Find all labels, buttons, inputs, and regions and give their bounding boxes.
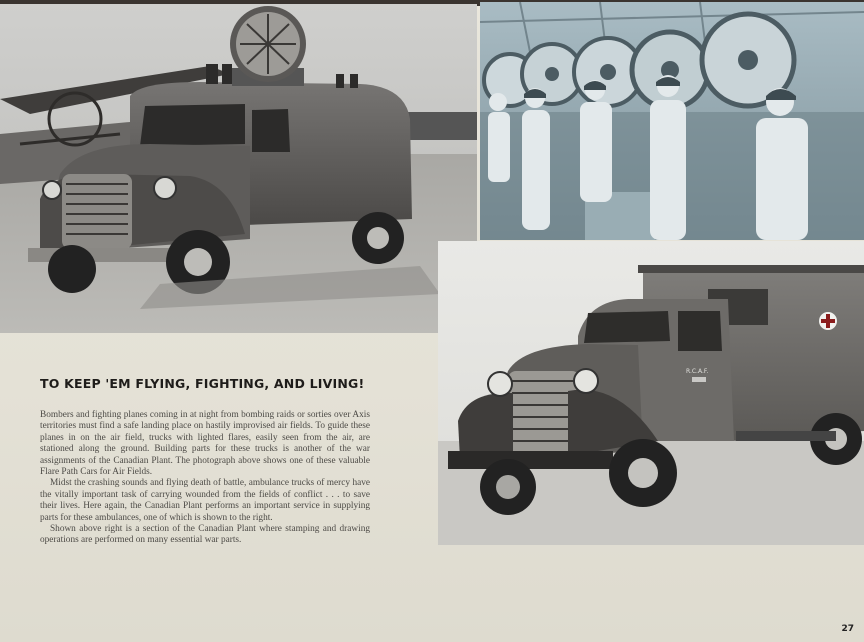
- paragraph-flare-path: Bombers and fighting planes coming in at night from bombing raids or sorties over Axis territories must find a safe landing place on hastily improvised air fields. To guide these planes in on the air field, trucks with lighted flares, easily seen from the air, are stationed along the ground. Building parts for these trucks is another of the war assignments of the Canadian Plant. The photograph above shows one of these valuable Flare Path Cars for Air Fields.: [40, 410, 370, 478]
- door-lettering: R.C.A.F.: [686, 368, 709, 375]
- flare-path-car-photo: [0, 4, 477, 333]
- article-body: [40, 410, 370, 547]
- paragraph-ambulance: Midst the crashing sounds and flying death of battle, ambulance trucks of mercy have the vitally important task of carrying wounded from the fields of conflict . . . to save their lives. Here again, the Canadian Plant performs an important service in supplying parts for these ambulances, one of which is shown to the right.: [40, 478, 370, 523]
- paragraph-stamping: Shown above right is a section of the Canadian Plant where stamping and drawing operations are performed on many essential war parts.: [40, 524, 370, 546]
- page-headline: TO KEEP 'EM FLYING, FIGHTING, AND LIVING!: [40, 376, 365, 391]
- ambulance-photo: [438, 241, 864, 545]
- stamping-operations-photo: [480, 2, 864, 240]
- page-number: 27: [841, 624, 854, 634]
